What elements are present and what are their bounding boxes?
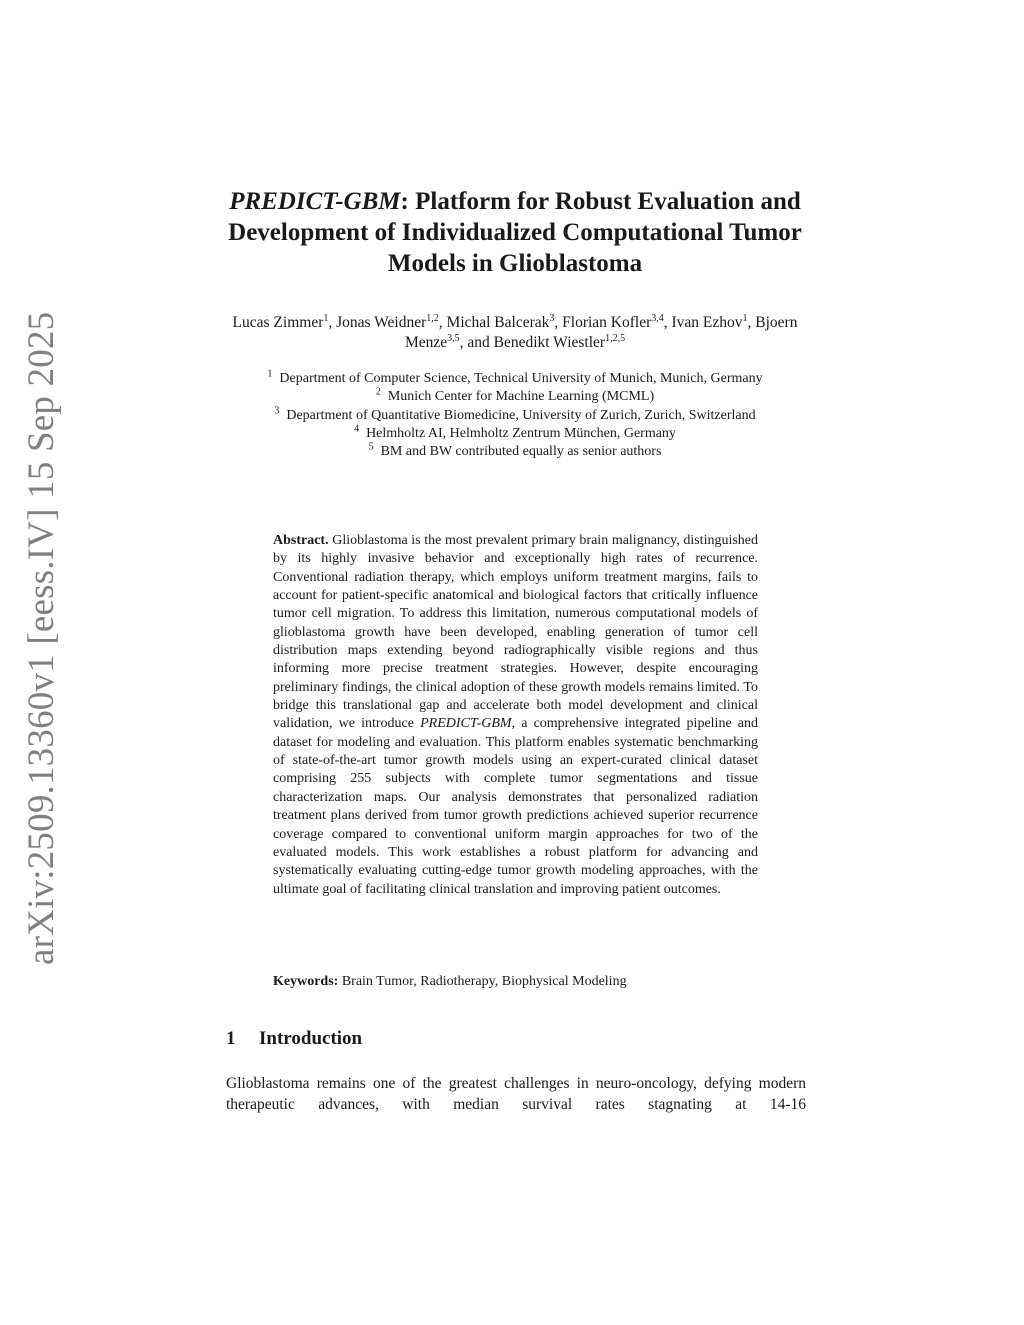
author-separator: , xyxy=(663,314,672,331)
author-affiliation-marker: 1,2,5 xyxy=(605,332,626,344)
affiliation-item xyxy=(215,404,815,425)
author-affiliation-marker: 3,5 xyxy=(447,332,460,344)
abstract-text-part1: Glioblastoma is the most prevalent primary brain malignancy, distinguished by its highly invasive behavior and exceptionally high rates of recurrence. Conventional radiation therapy, which employs uniform treatment margins, fails to account for patient-specific anatomical and biological factors that critically influence tumor cell migration. To address this limitation, numerous computational models of glioblastoma growth have been developed, enabling generation of tumor cell distribution maps extending beyond radiographically visible regions and thus informing more precise treatment strategies. However, despite encouraging preliminary findings, the clinical adoption of these growth models remains limited. To bridge this translational gap and accelerate both model development and clinical validation, we introduce xyxy=(273,533,759,732)
author-separator: , xyxy=(438,314,447,331)
author-separator: , xyxy=(328,314,337,331)
title-emphasis: PREDICT-GBM xyxy=(229,188,401,215)
author-affiliation-marker: 1,2 xyxy=(426,312,439,324)
paper-title xyxy=(200,186,830,279)
affiliation-list xyxy=(215,370,815,461)
section-heading-introduction xyxy=(226,1027,806,1051)
affiliation-number: 3 xyxy=(274,404,280,416)
affiliation-text: BM and BW contributed equally as senior authors xyxy=(380,444,662,460)
author-name: Michal Balcerak xyxy=(446,314,550,331)
author-name: Bjoern Menze xyxy=(404,314,798,351)
author-name: Lucas Zimmer xyxy=(232,314,324,331)
author-affiliation-marker: 3,4 xyxy=(651,312,664,324)
author-name: Benedikt Wiestler xyxy=(493,334,606,351)
affiliation-text: Department of Computer Science, Technical University of Munich, Munich, Germany xyxy=(279,371,763,386)
affiliation-item xyxy=(215,388,815,406)
abstract-text-part2: , a comprehensive integrated pipeline and dataset for modeling and evaluation. This platform enables systematic benchmarking of state-of-the-art tumor growth models using an expert-curated clinical dataset comprising 255 subjects with complete tumor segmentations and tissue characterization maps. Our analysis demonstrates that personalized radiation treatment plans derived from tumor growth predictions achieved superior recurrence coverage compared to conventional uniform margin approaches for two of the evaluated models. This work establishes a robust platform for advancing and systematically evaluating cutting-edge tumor growth modeling approaches, with the ultimate goal of facilitating clinical translation and improving patient outcomes. xyxy=(273,716,758,897)
keywords-text: Brain Tumor, Radiotherapy, Biophysical Modeling xyxy=(341,974,627,989)
arxiv-identifier-stamp: arXiv:2509.13360v1 [eess.IV] 15 Sep 2025 xyxy=(21,311,62,965)
affiliation-item xyxy=(215,425,815,443)
affiliation-number: 1 xyxy=(267,368,273,380)
author-list xyxy=(225,313,805,353)
author-separator: , xyxy=(554,314,563,331)
author-name: Ivan Ezhov xyxy=(671,314,743,331)
abstract-emphasis: PREDICT-GBM xyxy=(420,716,512,732)
author-affiliation-marker: 3 xyxy=(549,312,555,324)
affiliation-text: Department of Quantitative Biomedicine, University of Zurich, Zurich, Switzerland xyxy=(286,407,756,423)
affiliation-text: Munich Center for Machine Learning (MCML) xyxy=(387,389,655,405)
affiliation-item xyxy=(215,443,815,461)
introduction-paragraph: Glioblastoma remains one of the greatest challenges in neuro-oncology, defying modern therapeutic advances, with median survival rates stagnating at 14-16 xyxy=(226,1075,806,1113)
title-text: : Platform for Robust Evaluation and Development of Individualized Computational Tumor Models in Glioblastoma xyxy=(228,188,802,277)
affiliation-number: 4 xyxy=(354,423,360,435)
author-name: Jonas Weidner xyxy=(336,314,427,331)
section-number: 1 xyxy=(226,1028,236,1049)
keywords-label: Keywords: xyxy=(273,974,339,989)
affiliation-text: Helmholtz AI, Helmholtz Zentrum München, Germany xyxy=(366,425,676,441)
author-affiliation-marker: 1 xyxy=(323,312,329,324)
author-affiliation-marker: 1 xyxy=(742,312,748,324)
section-title: Introduction xyxy=(259,1028,363,1049)
affiliation-item xyxy=(215,370,815,388)
author-separator: , and xyxy=(459,334,494,351)
abstract-label: Abstract. xyxy=(273,533,329,548)
abstract xyxy=(273,532,758,899)
keywords xyxy=(273,973,758,991)
affiliation-number: 2 xyxy=(375,386,381,398)
author-name: Florian Kofler xyxy=(562,314,652,331)
affiliation-number: 5 xyxy=(368,441,374,453)
author-separator: , xyxy=(747,314,756,331)
